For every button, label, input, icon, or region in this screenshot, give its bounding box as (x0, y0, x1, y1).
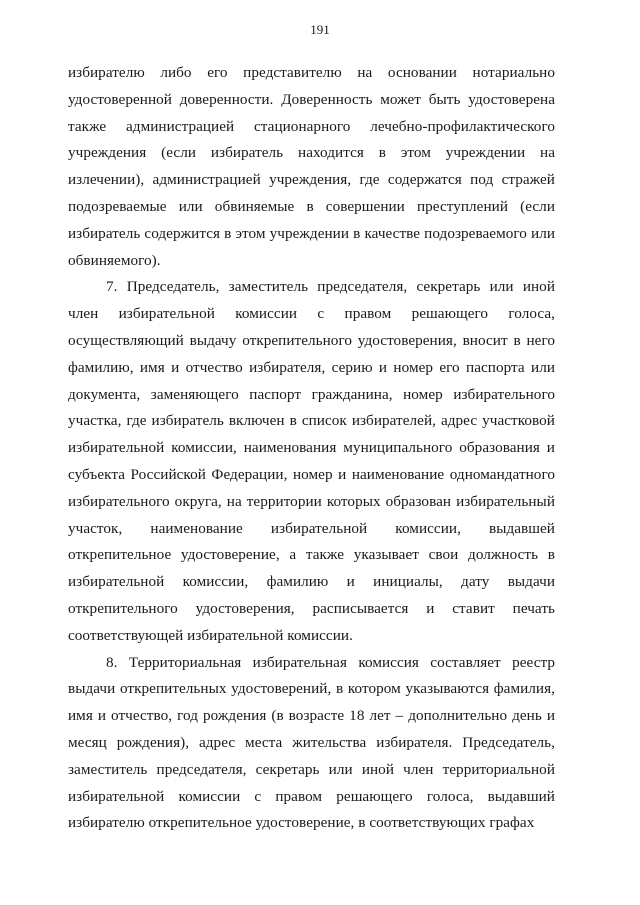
page-number: 191 (310, 22, 330, 37)
paragraph-clause-7: 7. Председатель, заместитель председателя, секретарь или иной член избирательной комиссии с правом решающего голоса, осуществляющий выдачу открепительного удостоверения, вносит в него фамилию, имя и отчество избирателя, серию и номер его паспорта или документа, заменяющего паспорт гражданина, номер избирательного участка, где избиратель включен в список избирателей, адрес участковой избирательной комиссии, наименования муниципального образования и субъекта Российской Федерации, номер и наименование одномандатного избирательного округа, на территории которых образован избирательный участок, наименование избирательной комиссии, выдавшей открепительное удостоверение, а также указывает свои должность в избирательной комиссии, фамилию и инициалы, дату выдачи открепительного удостоверения, расписывается и ставит печать соответствующей избирательной комиссии. (68, 278, 555, 644)
document-body (68, 60, 555, 837)
paragraph-continuation: избирателю либо его представителю на основании нотариально удостоверенной доверенности. Доверенность может быть удостоверена также администрацией стационарного лечебно-профилактического учреждения (если избиратель находится в этом учреждении на излечении), администрацией учреждения, где содержатся под стражей подозреваемые или обвиняемые в совершении преступлений (если избиратель содержится в этом учреждении в качестве подозреваемого или обвиняемого). (68, 64, 555, 269)
paragraph-clause-8: 8. Территориальная избирательная комиссия составляет реестр выдачи открепительных удостоверений, в котором указываются фамилия, имя и отчество, год рождения (в возрасте 18 лет – дополнительно день и месяц рождения), адрес места жительства избирателя. Председатель, заместитель председателя, секретарь или иной член территориальной избирательной комиссии с правом решающего голоса, выдавший избирателю открепительное удостоверение, в соответствующих графах (68, 653, 555, 832)
